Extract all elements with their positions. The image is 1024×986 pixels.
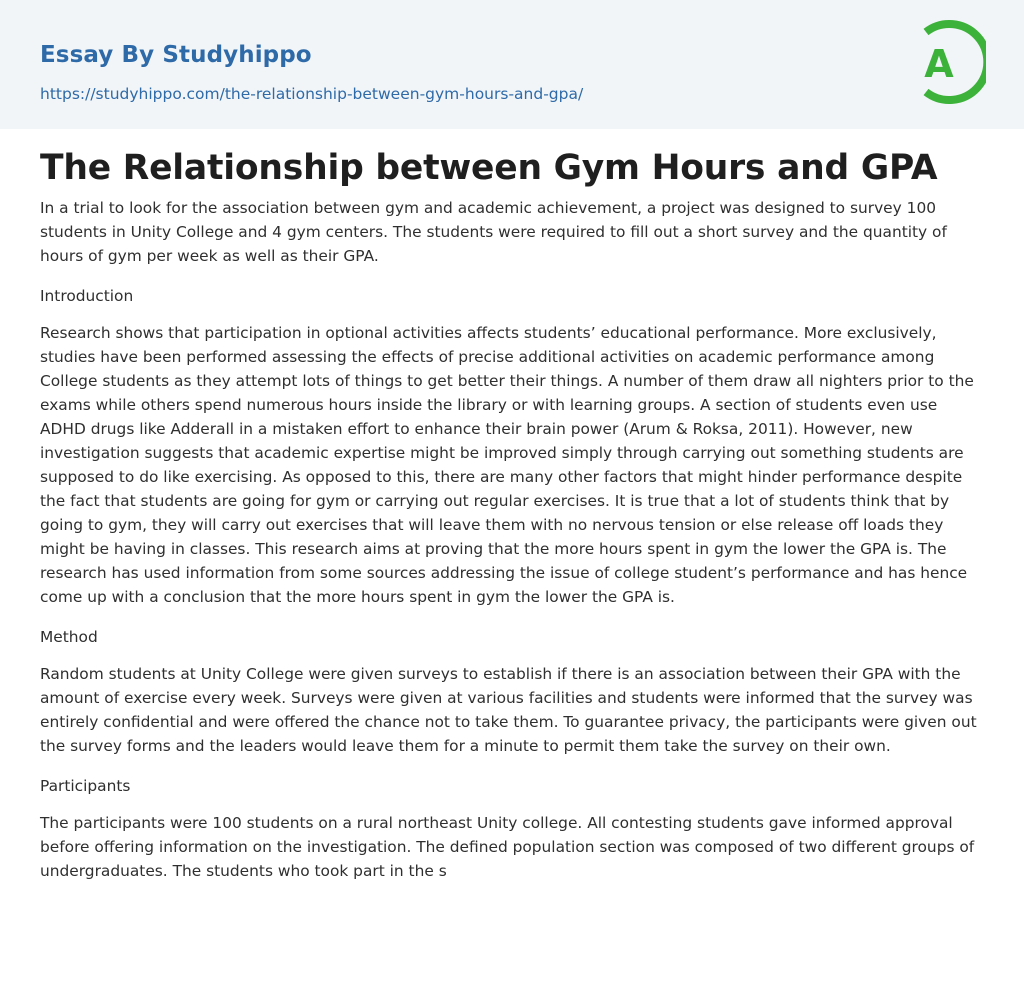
article-intro: In a trial to look for the association between gym and academic achievement, a project was designed to survey 100 students in Unity College and 4 gym centers. The students were required to fill out a short survey and the quantity of hours of gym per week as well as their GPA. [40, 199, 947, 265]
section-heading-introduction: Introduction [40, 287, 134, 305]
section-body-participants: The participants were 100 students on a rural northeast Unity college. All contesting students gave informed approval before offering information on the investigation. The defined population section was composed of two different groups of undergraduates. The students who took part in the s [40, 814, 975, 880]
article [40, 146, 986, 883]
section-heading-participants: Participants [40, 777, 131, 795]
section-heading-method: Method [40, 628, 98, 646]
logo-letter: A [924, 42, 954, 86]
site-header [0, 0, 1024, 129]
site-brand[interactable]: Essay By Studyhippo [40, 42, 312, 68]
section-body-introduction: Research shows that participation in optional activities affects students’ educational performance. More exclusively, studies have been performed assessing the effects of precise additional activities on academic performance among College students as they attempt lots of things to get better their things. A number of them draw all nighters prior to the exams while others spend numerous hours inside the library or with learning groups. A section of students even use ADHD drugs like Adderall in a mistaken effort to enhance their brain power (Arum & Roksa, 2011). However, new investigation suggests that academic expertise might be improved simply through carrying out something students are supposed to do like exercising. As opposed to this, there are many other factors that might hinder performance despite the fact that students are going for gym or carrying out regular exercises. It is true that a lot of students think that by going to gym, they will carry out exercises that will leave them with no nervous tension or else release off loads they might be having in classes. This research aims at proving that the more hours spent in gym the lower the GPA is. The research has used information from some sources addressing the issue of college student’s performance and has hence come up with a conclusion that the more hours spent in gym the lower the GPA is. [40, 324, 974, 606]
article-url-link[interactable]: https://studyhippo.com/the-relationship-between-gym-hours-and-gpa/ [40, 85, 584, 103]
circle-a-logo-icon[interactable] [912, 19, 986, 105]
article-title: The Relationship between Gym Hours and GPA [40, 148, 938, 188]
section-body-method: Random students at Unity College were given surveys to establish if there is an association between their GPA with the amount of exercise every week. Surveys were given at various facilities and students were informed that the survey was entirely confidential and were offered the chance not to take them. To guarantee privacy, the participants were given out the survey forms and the leaders would leave them for a minute to permit them take the survey on their own. [40, 665, 977, 755]
